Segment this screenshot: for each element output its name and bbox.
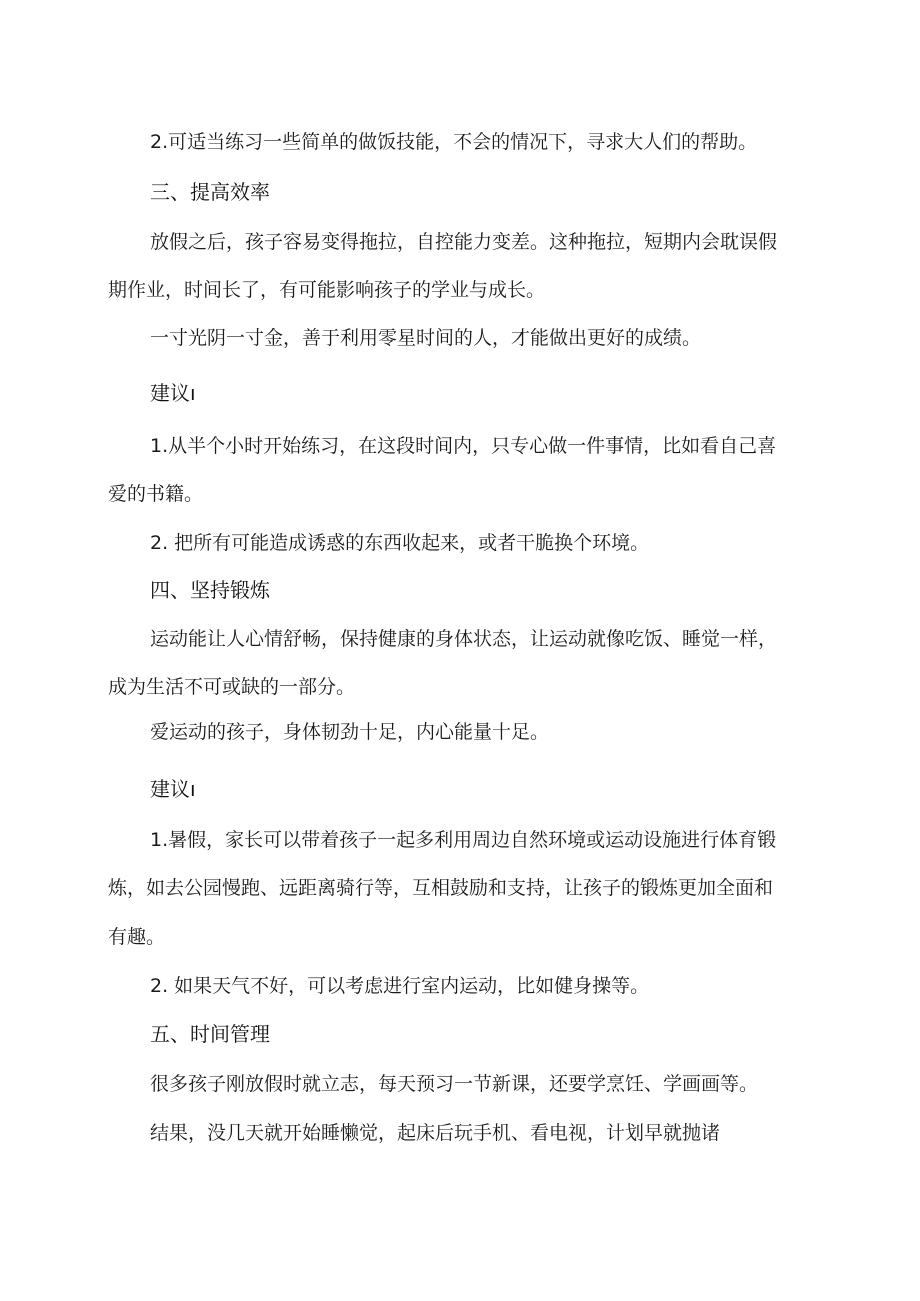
paragraph-line: 成为生活不可或缺的一部分。 — [108, 676, 356, 698]
paragraph-line: 1.暑假，家长可以带着孩子一起多利用周边自然环境或运动设施进行体育锻 — [150, 829, 777, 851]
section-heading: 四、坚持锻炼 — [150, 578, 270, 602]
paragraph-line: 很多孩子刚放假时就立志，每天预习一节新课，还要学烹饪、学画画等。 — [150, 1073, 759, 1095]
section-heading: 三、提高效率 — [150, 180, 270, 204]
paragraph-line: 结果，没几天就开始睡懒觉，起床后玩手机、看电视，计划早就抛诸 — [150, 1122, 721, 1144]
paragraph-line: 2.可适当练习一些简单的做饭技能，不会的情况下，寻求大人们的帮助。 — [150, 131, 758, 153]
paragraph-line: 爱运动的孩子，身体韧劲十足，内心能量十足。 — [150, 721, 550, 743]
paragraph-line: 运动能让人心情舒畅，保持健康的身体状态，让运动就像吃饭、睡觉一样， — [150, 628, 778, 650]
paragraph-line: 有趣。 — [108, 926, 166, 948]
subheading: 建议ı — [150, 777, 196, 801]
subheading: 建议ı — [150, 381, 196, 405]
paragraph-line: 放假之后，孩子容易变得拖拉，自控能力变差。这种拖拉，短期内会耽误假 — [150, 231, 778, 253]
paragraph-line: 2. 把所有可能造成诱惑的东西收起来，或者干脆换个环境。 — [150, 532, 650, 554]
paragraph-line: 一寸光阴一寸金，善于利用零星时间的人，才能做出更好的成绩。 — [150, 327, 702, 349]
paragraph-line: 1.从半个小时开始练习，在这段时间内，只专心做一件事情，比如看自己喜 — [150, 435, 777, 457]
paragraph-line: 期作业，时间长了，有可能影响孩子的学业与成长。 — [108, 279, 546, 301]
paragraph-line: 2. 如果天气不好，可以考虑进行室内运动，比如健身操等。 — [150, 975, 650, 997]
paragraph-line: 爱的书籍。 — [108, 483, 204, 505]
paragraph-line: 炼，如去公园慢跑、远距离骑行等，互相鼓励和支持，让孩子的锻炼更加全面和 — [108, 877, 774, 899]
section-heading: 五、时间管理 — [150, 1022, 270, 1046]
